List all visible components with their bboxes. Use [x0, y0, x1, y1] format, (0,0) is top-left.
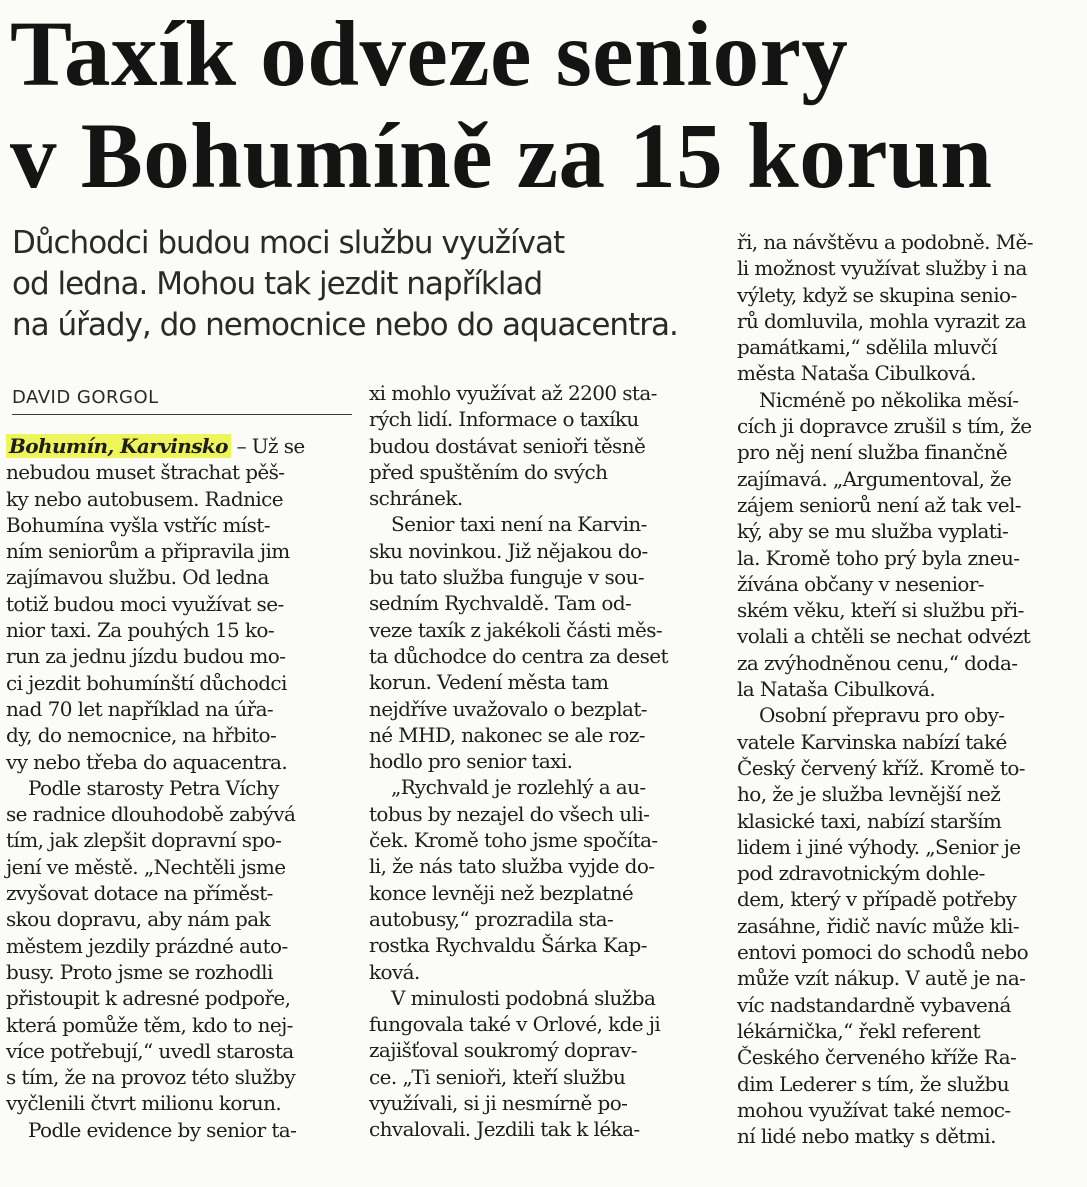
text-line: zajišťoval soukromý doprav- [369, 1038, 637, 1063]
text-line: bu tato služba funguje v sou- [369, 565, 645, 590]
text-line: nad 70 let například na úřa- [6, 696, 274, 721]
text-line: Podle starosty Petra Víchy [28, 775, 279, 800]
text-line: skou dopravu, aby nám pak [6, 907, 271, 932]
article-column-1 [6, 433, 346, 1143]
text-line: více potřebují,“ uvedl starosta [6, 1038, 294, 1063]
dateline: Bohumín, Karvinsko [6, 434, 231, 458]
text-line: s tím, že na provoz této služby [6, 1065, 296, 1090]
headline-line-1: Taxík odveze seniory [10, 3, 849, 106]
text-line: vatele Karvinska nabízí také [737, 729, 1007, 754]
text-line: xi mohlo využívat až 2200 sta- [369, 381, 657, 405]
text-line: tobus by nezajel do všech uli- [369, 801, 650, 826]
text-line: ní lidé nebo matky s dětmi. [737, 1124, 996, 1149]
text-line: přistoupit k adresné podpoře, [6, 986, 291, 1011]
text-line: rých lidí. Informace o taxíku [369, 407, 639, 432]
text-line: rů domluvila, mohla vyrazit za [737, 308, 1027, 333]
article-column-3 [737, 229, 1081, 1149]
text-line: hodlo pro senior taxi. [369, 749, 573, 774]
text-line: la. Kromě toho prý byla zneu- [737, 545, 1020, 570]
text-line: li možnost využívat služby i na [737, 256, 1027, 281]
text-line: lékárnička,“ řekl referent [737, 1018, 980, 1043]
text-line: zasáhne, řidič navíc může kli- [737, 913, 1019, 938]
text-line: nebudou muset štrachat pěš- [6, 460, 285, 485]
text-line: fungovala také v Orlové, kde ji [369, 1012, 661, 1037]
text-line: ním seniorům a připravila jim [6, 539, 290, 564]
text-line: ková. [369, 959, 420, 984]
text-line: busy. Proto jsme se rozhodli [6, 959, 273, 984]
text-line: jení ve městě. „Nechtěli jsme [6, 854, 286, 879]
text-line: klasické taxi, nabízí starším [737, 808, 1002, 833]
text-line: se radnice dlouhodobě zabývá [6, 802, 296, 827]
text-line: rostka Rychvaldu Šárka Kap- [369, 933, 647, 958]
lead-line-2: od ledna. Mohou tak jezdit například [12, 266, 543, 302]
text-line: dim Lederer s tím, že službu [737, 1071, 1010, 1096]
article-headline [10, 4, 1070, 208]
text-line: li, že nás tato služba vyjde do- [369, 854, 655, 879]
text-line: tím, jak zlepšit dopravní spo- [6, 828, 282, 853]
headline-line-2: v Bohumíně za 15 korun [10, 105, 993, 208]
article-lead [12, 223, 724, 346]
text-line: památkami,“ sdělila mluvčí [737, 335, 997, 360]
text-line: né MHD, nakonec se ale roz- [369, 722, 645, 747]
text-line: zajímavou službu. Od ledna [6, 565, 269, 590]
text-line: nior taxi. Za pouhých 15 ko- [6, 618, 275, 643]
text-line: budou dostávat senioři těsně [369, 433, 646, 458]
text-line: využívali, si ji nesmírně po- [369, 1091, 628, 1116]
text-line: korun. Vedení města tam [369, 670, 609, 695]
text-line: sedním Rychvaldě. Tam od- [369, 591, 632, 616]
text-line: městem jezdily prázdné auto- [6, 933, 288, 958]
text-line: před spuštěním do svých [369, 459, 608, 484]
text-line: nejdříve uvažovalo o bezplat- [369, 696, 647, 721]
text-line: ři, na návštěvu a podobně. Mě- [737, 230, 1033, 254]
text-line: ho, že je služba levnější než [737, 782, 1001, 807]
text-line: la Nataša Cibulková. [737, 677, 936, 702]
text-line: V minulosti podobná služba [391, 985, 656, 1010]
text-line: totiž budou moci využívat se- [6, 591, 284, 616]
text-line: víc nadstandardně vybavená [737, 992, 1011, 1017]
text-line: Bohumína vyšla vstříc míst- [6, 512, 270, 537]
text-line: ce. „Ti senioři, kteří službu [369, 1064, 626, 1089]
text-line: autobusy,“ prozradila sta- [369, 906, 614, 931]
text-line: ském věku, kteří si službu při- [737, 598, 1024, 623]
text-line: Bohumín, Karvinsko – Už se [6, 433, 346, 459]
text-line: může vzít nákup. V autě je na- [737, 966, 1026, 991]
text-line: žívána občany v nesenior- [737, 571, 984, 596]
text-line: ta důchodce do centra za deset [369, 643, 668, 668]
text-line: Osobní přepravu pro oby- [759, 703, 1005, 728]
text-line: Českého červeného kříže Ra- [737, 1045, 1017, 1070]
text-line: entovi pomoci do schodů nebo [737, 940, 1029, 965]
text-line: vy nebo třeba do aquacentra. [6, 749, 288, 774]
text-line: ky nebo autobusem. Radnice [6, 486, 283, 511]
text-line: zájem seniorů není až tak vel- [737, 492, 1021, 517]
text-line: výlety, když se skupina senio- [737, 282, 1017, 307]
text-line: konce levněji než bezplatné [369, 880, 634, 905]
text-line: sku novinkou. Již nějakou do- [369, 538, 648, 563]
author-byline: DAVID GORGOL [12, 386, 352, 415]
text-line: ček. Kromě toho jsme spočíta- [369, 828, 658, 853]
text-line: ký, aby se mu služba vyplati- [737, 519, 1009, 544]
text-line: schránek. [369, 486, 463, 511]
article-column-2 [369, 380, 713, 1143]
text-line: cích ji dopravce zrušil s tím, že [737, 414, 1032, 439]
text-line: města Nataša Cibulková. [737, 361, 977, 386]
text-line: dem, který v případě potřeby [737, 887, 1017, 912]
text-line: Nicméně po několika měsí- [759, 387, 1019, 412]
lead-line-3: na úřady, do nemocnice nebo do aquacentra. [12, 307, 678, 343]
text-line: zvyšovat dotace na příměst- [6, 881, 273, 906]
text-line: pod zdravotnickým dohle- [737, 861, 985, 886]
text-line: mohou využívat také nemoc- [737, 1097, 1011, 1122]
text-line: Podle evidence by senior ta- [28, 1117, 297, 1142]
text-line: „Rychvald je rozlehlý a au- [391, 775, 646, 800]
text-line: která pomůže těm, kdo to nej- [6, 1012, 293, 1037]
text-line: lidem i jiné výhody. „Senior je [737, 834, 1021, 859]
text-line: volali a chtěli se nechat odvézt [737, 624, 1031, 649]
text-line: run za jednu jízdu budou mo- [6, 644, 286, 669]
text-line: chvalovali. Jezdili tak k léka- [369, 1117, 640, 1142]
text-line: dy, do nemocnice, na hřbito- [6, 723, 277, 748]
text-line: ci jezdit bohumínští důchodci [6, 670, 287, 695]
text-line: vyčlenili čtvrt milionu korun. [6, 1091, 282, 1116]
text-line: za zvýhodněnou cenu,“ doda- [737, 650, 1018, 675]
lead-line-1: Důchodci budou moci službu využívat [12, 225, 565, 261]
text-line: Český červený kříž. Kromě to- [737, 755, 1025, 780]
text-line: pro něj není služba finančně [737, 440, 1008, 465]
text-line: zajímavá. „Argumentoval, že [737, 466, 1012, 491]
text-line: veze taxík z jakékoli části měs- [369, 617, 663, 642]
text-line: Senior taxi není na Karvin- [391, 512, 647, 537]
